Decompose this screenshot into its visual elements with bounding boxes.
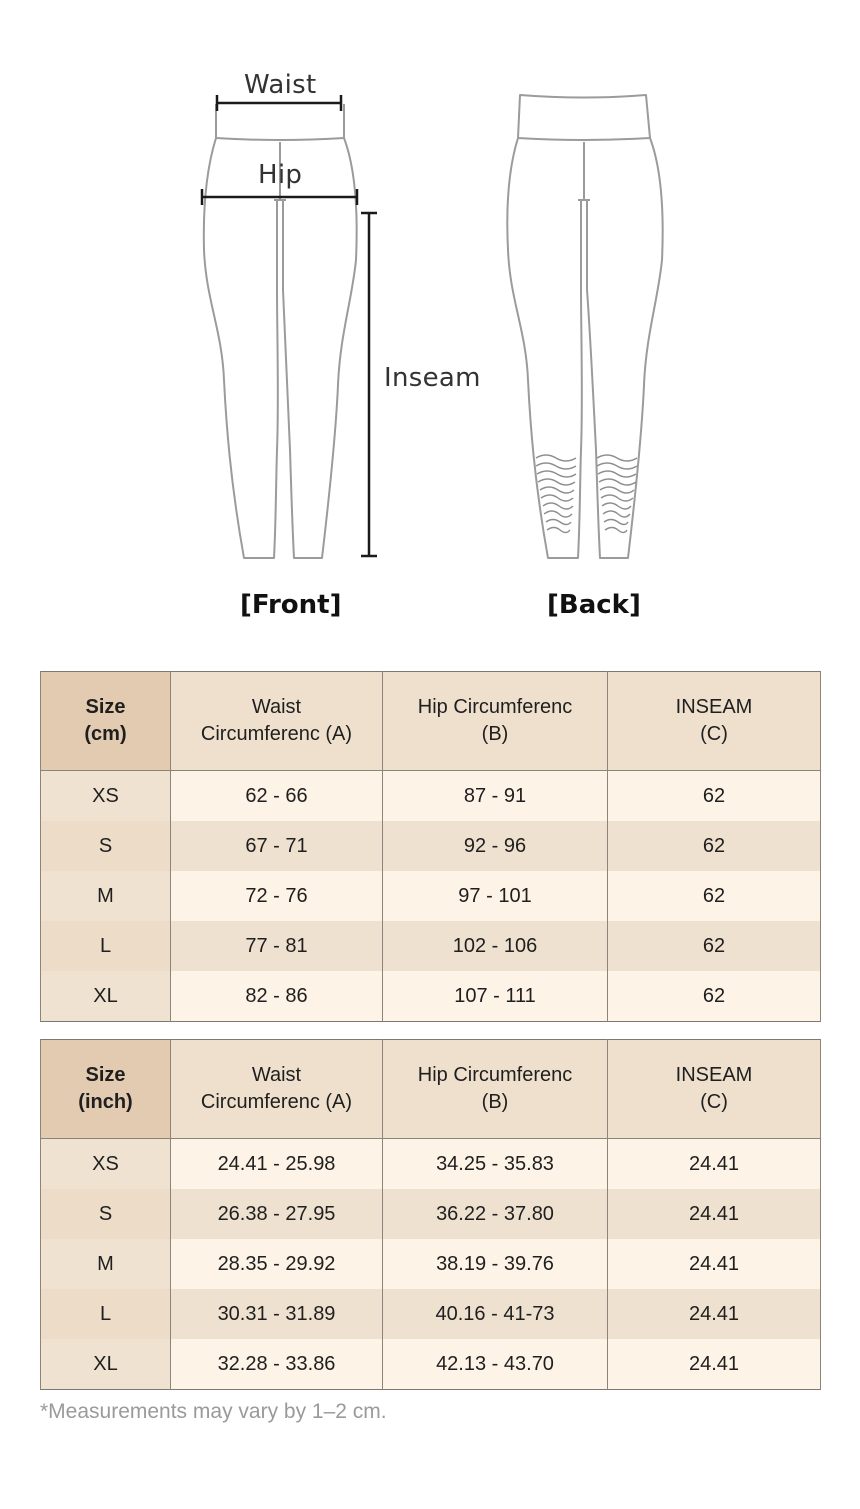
inseam-cell: 24.41 <box>608 1339 821 1390</box>
hip-cell: 102 - 106 <box>383 921 608 971</box>
waist-cell: 82 - 86 <box>171 971 383 1022</box>
size-cell: L <box>41 921 171 971</box>
size-diagram <box>0 0 860 640</box>
waist-cell: 28.35 - 29.92 <box>171 1239 383 1289</box>
waist-header: Waist Circumferenc (A) <box>171 672 383 771</box>
size-header: Size (inch) <box>41 1040 171 1139</box>
size-table-cm <box>40 671 821 1022</box>
table-header-row <box>41 1040 821 1139</box>
waist-cell: 32.28 - 33.86 <box>171 1339 383 1390</box>
table-row <box>41 1339 821 1390</box>
hip-cell: 107 - 111 <box>383 971 608 1022</box>
size-cell: M <box>41 871 171 921</box>
hip-cell: 87 - 91 <box>383 771 608 822</box>
size-cell: XL <box>41 971 171 1022</box>
hip-label: Hip <box>258 160 303 190</box>
waist-cell: 30.31 - 31.89 <box>171 1289 383 1339</box>
waist-header: Waist Circumferenc (A) <box>171 1040 383 1139</box>
size-cell: S <box>41 1189 171 1239</box>
inseam-cell: 62 <box>608 921 821 971</box>
table-row <box>41 771 821 822</box>
table-row <box>41 821 821 871</box>
size-table-inch <box>40 1039 821 1390</box>
inseam-cell: 62 <box>608 871 821 921</box>
leggings-illustration <box>0 0 860 640</box>
inseam-cell: 62 <box>608 771 821 822</box>
hip-cell: 40.16 - 41-73 <box>383 1289 608 1339</box>
table-row <box>41 1189 821 1239</box>
table-row <box>41 1239 821 1289</box>
hip-cell: 38.19 - 39.76 <box>383 1239 608 1289</box>
table-row <box>41 871 821 921</box>
size-header: Size (cm) <box>41 672 171 771</box>
size-cell: XL <box>41 1339 171 1390</box>
hip-cell: 36.22 - 37.80 <box>383 1189 608 1239</box>
inseam-header: INSEAM (C) <box>608 1040 821 1139</box>
table-header-row <box>41 672 821 771</box>
back-knee-texture <box>536 455 637 533</box>
hip-cell: 92 - 96 <box>383 821 608 871</box>
hip-header: Hip Circumferenc (B) <box>383 672 608 771</box>
waist-cell: 67 - 71 <box>171 821 383 871</box>
size-cell: L <box>41 1289 171 1339</box>
inseam-header: INSEAM (C) <box>608 672 821 771</box>
back-caption: [Back] <box>547 590 641 620</box>
inseam-cell: 24.41 <box>608 1139 821 1190</box>
waist-cell: 72 - 76 <box>171 871 383 921</box>
table-row <box>41 971 821 1022</box>
hip-cell: 97 - 101 <box>383 871 608 921</box>
waist-cell: 62 - 66 <box>171 771 383 822</box>
size-cell: XS <box>41 771 171 822</box>
size-cell: S <box>41 821 171 871</box>
waist-cell: 24.41 - 25.98 <box>171 1139 383 1190</box>
table-row <box>41 921 821 971</box>
size-cell: M <box>41 1239 171 1289</box>
measurement-note: *Measurements may vary by 1–2 cm. <box>40 1400 387 1423</box>
waist-cell: 26.38 - 27.95 <box>171 1189 383 1239</box>
inseam-cell: 62 <box>608 971 821 1022</box>
hip-header: Hip Circumferenc (B) <box>383 1040 608 1139</box>
waist-cell: 77 - 81 <box>171 921 383 971</box>
size-cell: XS <box>41 1139 171 1190</box>
back-leggings-drawing <box>507 95 662 558</box>
table-row <box>41 1139 821 1190</box>
waist-label: Waist <box>244 70 317 100</box>
hip-cell: 42.13 - 43.70 <box>383 1339 608 1390</box>
table-row <box>41 1289 821 1339</box>
inseam-cell: 24.41 <box>608 1189 821 1239</box>
inseam-cell: 62 <box>608 821 821 871</box>
inseam-cell: 24.41 <box>608 1239 821 1289</box>
hip-cell: 34.25 - 35.83 <box>383 1139 608 1190</box>
inseam-label: Inseam <box>384 363 481 393</box>
front-caption: [Front] <box>240 590 342 620</box>
inseam-cell: 24.41 <box>608 1289 821 1339</box>
